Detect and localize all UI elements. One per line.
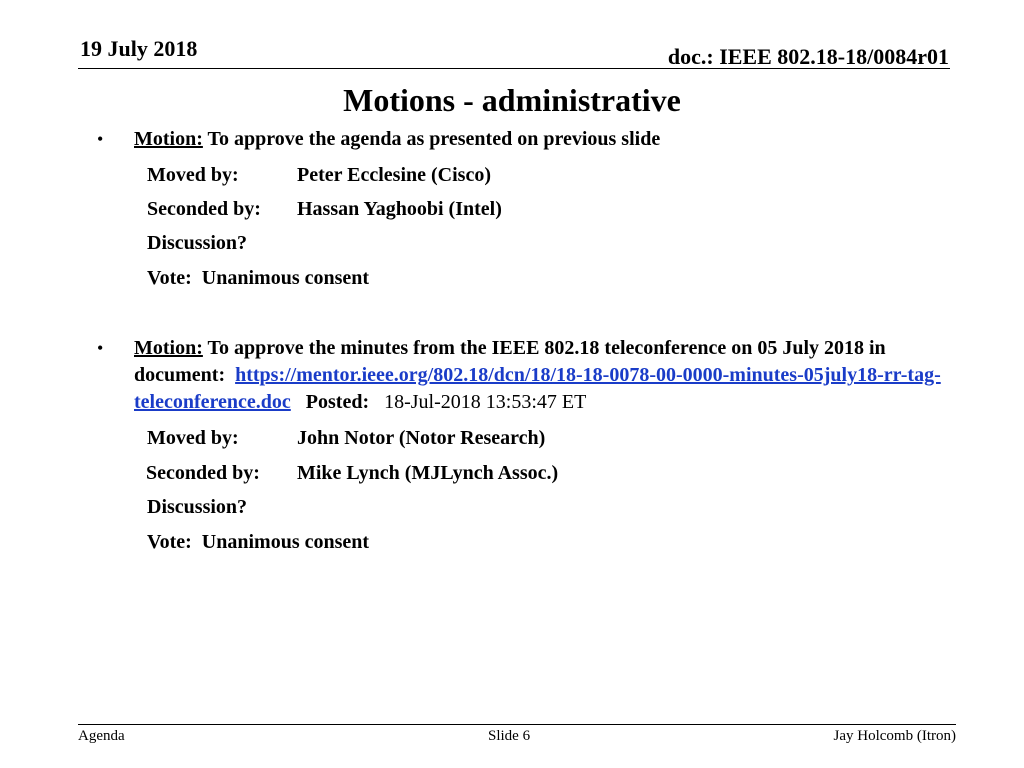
header-date: 19 July 2018	[80, 36, 198, 61]
motion2-text: To approve the minutes from the IEEE 802.18 teleconference on 05 July 2018 in document:	[134, 337, 886, 386]
motion2-posted-label: Posted:	[305, 391, 370, 413]
motion2-label: Motion:	[134, 337, 203, 359]
motion1-seconded-value: Hassan Yaghoobi (Intel)	[297, 198, 502, 220]
footer-right: Jay Holcomb (Itron)	[833, 728, 956, 744]
slide-title: Motions - administrative	[343, 82, 681, 118]
footer-slide-number: Slide 6	[488, 728, 531, 744]
bullet-1: •	[97, 129, 104, 149]
motion1-moved-label: Moved by:	[147, 164, 239, 186]
bullet-2: •	[97, 338, 104, 358]
motion1-seconded-label: Seconded by:	[147, 198, 261, 220]
motion2-seconded-value: Mike Lynch (MJLynch Assoc.)	[297, 462, 559, 484]
motion1-label: Motion:	[134, 128, 203, 150]
motion2-posted-value: 18-Jul-2018 13:53:47 ET	[384, 391, 587, 413]
header-divider	[78, 68, 950, 69]
motion2-discussion: Discussion?	[147, 496, 248, 518]
motion1-vote: Vote: Unanimous consent	[147, 267, 370, 289]
motion2-moved-label: Moved by:	[147, 427, 239, 449]
header-doc-id: doc.: IEEE 802.18-18/0084r01	[667, 44, 949, 69]
footer-divider	[78, 724, 956, 725]
minutes-document-link[interactable]: https://mentor.ieee.org/802.18/dcn/18/18-18-0078-00-0000-minutes-05july18-rr-tag-teleconference.doc	[134, 364, 941, 413]
motion1-line	[134, 126, 660, 153]
footer-left: Agenda	[78, 728, 125, 744]
motion1-moved-value: Peter Ecclesine (Cisco)	[297, 164, 491, 186]
motion2-moved-value: John Notor (Notor Research)	[297, 427, 546, 449]
motion1-discussion: Discussion?	[147, 232, 248, 254]
motion2-paragraph	[134, 335, 954, 416]
motion2-vote: Vote: Unanimous consent	[147, 531, 370, 553]
motion2-seconded-label: Seconded by:	[146, 462, 260, 484]
motion1-text: To approve the agenda as presented on previous slide	[207, 128, 661, 150]
